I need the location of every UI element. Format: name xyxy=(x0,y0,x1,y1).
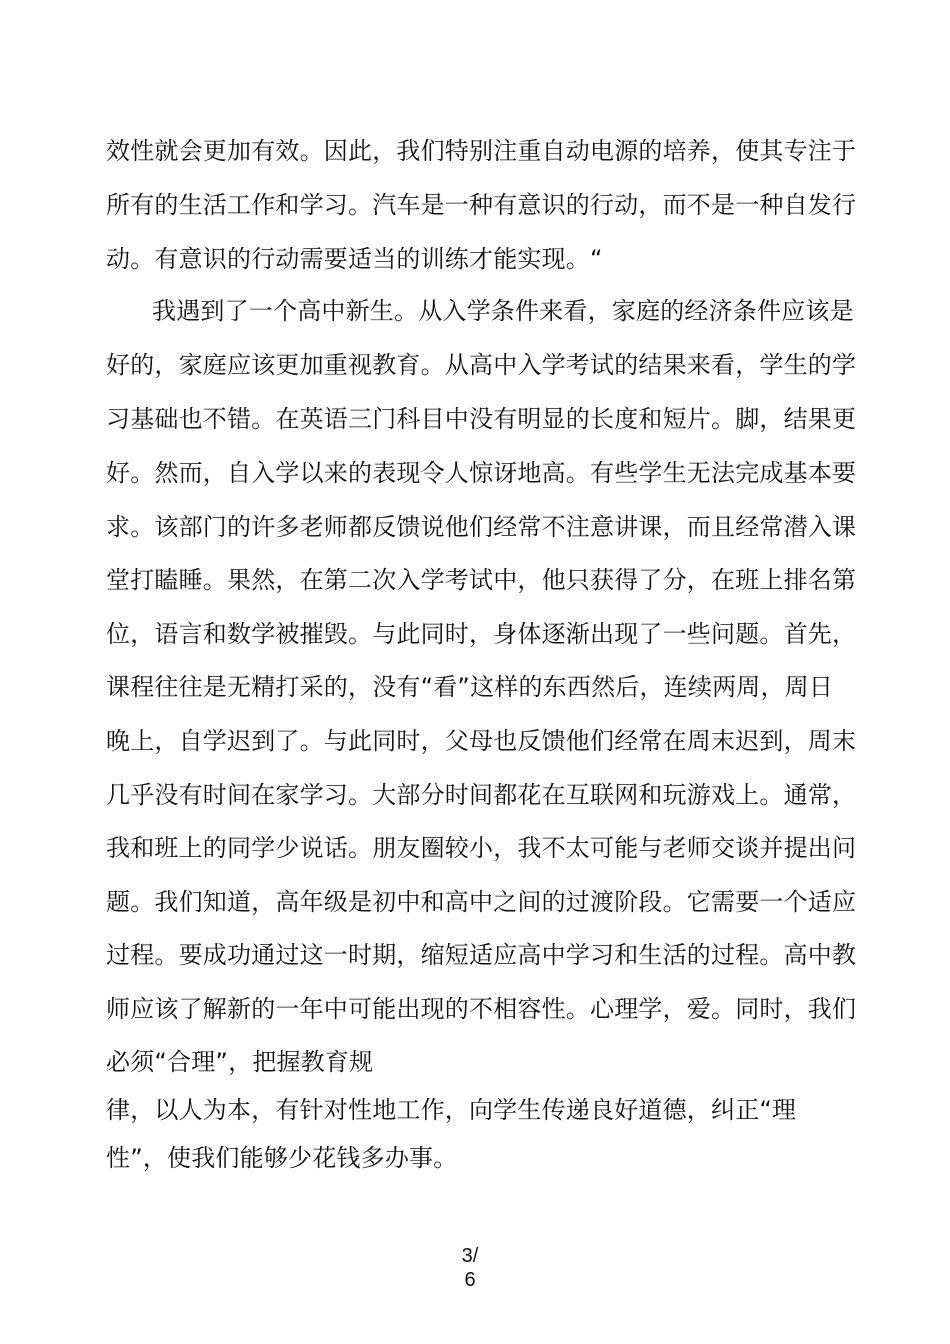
text-line: 动。有意识的行动需要适当的训练才能实现。“ xyxy=(106,245,603,273)
text-line: 求。该部门的许多老师都反馈说他们经常不注意讲课，而且经常潜入课 xyxy=(106,513,857,541)
text-line: 位，语言和数学被摧毁。与此同时，身体逐渐出现了一些问题。首先， xyxy=(106,620,857,648)
text-line: 我遇到了一个高中新生。从入学条件来看，家庭的经济条件应该是 xyxy=(152,297,854,325)
text-line: 我和班上的同学少说话。朋友圈较小，我不太可能与老师交谈并提出问 xyxy=(106,834,857,862)
text-line: 堂打瞌睡。果然，在第二次入学考试中，他只获得了分，在班上排名第 xyxy=(106,566,857,594)
page-number-current: 3/ xyxy=(461,1245,479,1267)
text-line: 几乎没有时间在家学习。大部分时间都花在互联网和玩游戏上。通常， xyxy=(106,781,857,809)
text-line: 性”，使我们能够少花钱多办事。 xyxy=(106,1144,458,1172)
text-line: 习基础也不错。在英语三门科目中没有明显的长度和短片。脚，结果更 xyxy=(106,405,857,433)
page-number-total: 6 xyxy=(464,1269,476,1291)
text-line: 所有的生活工作和学习。汽车是一种有意识的行动，而不是一种自发行 xyxy=(106,191,857,219)
text-line: 晚上，自学迟到了。与此同时，父母也反馈他们经常在周末迟到，周末 xyxy=(106,727,857,755)
text-line: 必须“合理”，把握教育规 xyxy=(106,1048,374,1076)
text-line: 效性就会更加有效。因此，我们特别注重自动电源的培养，使其专注于 xyxy=(106,137,857,165)
text-line: 律，以人为本，有针对性地工作，向学生传递良好道德，纠正“理 xyxy=(106,1096,797,1124)
text-line: 好的，家庭应该更加重视教育。从高中入学考试的结果来看，学生的学 xyxy=(106,351,857,379)
text-line: 题。我们知道，高年级是初中和高中之间的过渡阶段。它需要一个适应 xyxy=(106,888,857,916)
text-line: 过程。要成功通过这一时期，缩短适应高中学习和生活的过程。高中教 xyxy=(106,941,857,969)
text-line: 好。然而，自入学以来的表现令人惊讶地高。有些学生无法完成基本要 xyxy=(106,459,857,487)
text-line: 师应该了解新的一年中可能出现的不相容性。心理学，爱。同时，我们 xyxy=(106,995,857,1023)
text-line: 课程往往是无精打采的，没有“看”这样的东西然后，连续两周，周日 xyxy=(106,673,834,701)
page-number xyxy=(440,1244,500,1292)
